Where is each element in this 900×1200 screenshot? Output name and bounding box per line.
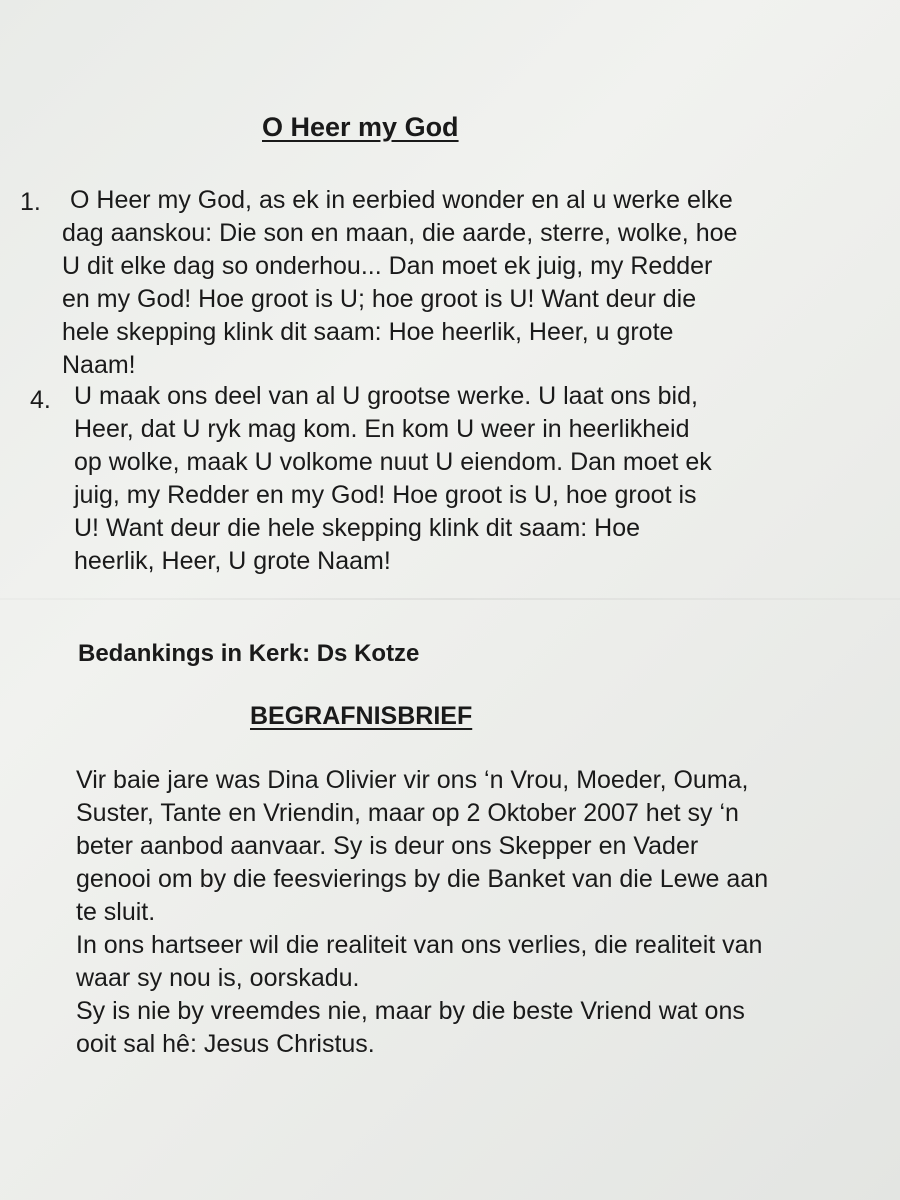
hymn-title: O Heer my God — [262, 112, 459, 142]
verse-4-text: U maak ons deel van al U grootse werke. U laat ons bid, Heer, dat U ryk mag kom. En kom U weer in heerlikheid op wolke, maak U volkome nuut U eiendom. Dan moet ek juig, my Redder en my God! Hoe groot is U, hoe groot is U! Want deur die hele skepping klink dit saam: Hoe heerlik, Heer, U grote Naam! — [74, 382, 712, 575]
funeral-letter — [76, 764, 776, 1061]
verse-4-number: 4. — [30, 386, 51, 414]
paper-fold-line — [0, 598, 900, 600]
letter-paragraph: Sy is nie by vreemdes nie, maar by die beste Vriend wat ons ooit sal hê: Jesus Christus. — [76, 997, 745, 1058]
letter-title: BEGRAFNISBRIEF — [250, 702, 473, 730]
verse-1-text: O Heer my God, as ek in eerbied wonder en al u werke elke dag aanskou: Die son en maan, die aarde, sterre, wolke, hoe U dit elke dag so onderhou... Dan moet ek juig, my Redder en my God! Hoe groot is U; hoe groot is U! Want deur die hele skepping klink dit saam: Hoe heerlik, Heer, u grote Naam! — [62, 186, 738, 379]
thanks-note: Bedankings in Kerk: Ds Kotze — [78, 640, 420, 667]
letter-paragraph: Vir baie jare was Dina Olivier vir ons ‘n Vrou, Moeder, Ouma, Suster, Tante en Vriendin, maar op 2 Oktober 2007 het sy ‘n beter aanbod aanvaar. Sy is deur ons Skepper en Vader genooi om by die feesvierings by die Banket van die Lewe aan te sluit. — [76, 766, 769, 926]
verse-1-number: 1. — [20, 188, 41, 216]
letter-paragraph: In ons hartseer wil die realiteit van ons verlies, die realiteit van waar sy nou is, oorskadu. — [76, 931, 763, 992]
